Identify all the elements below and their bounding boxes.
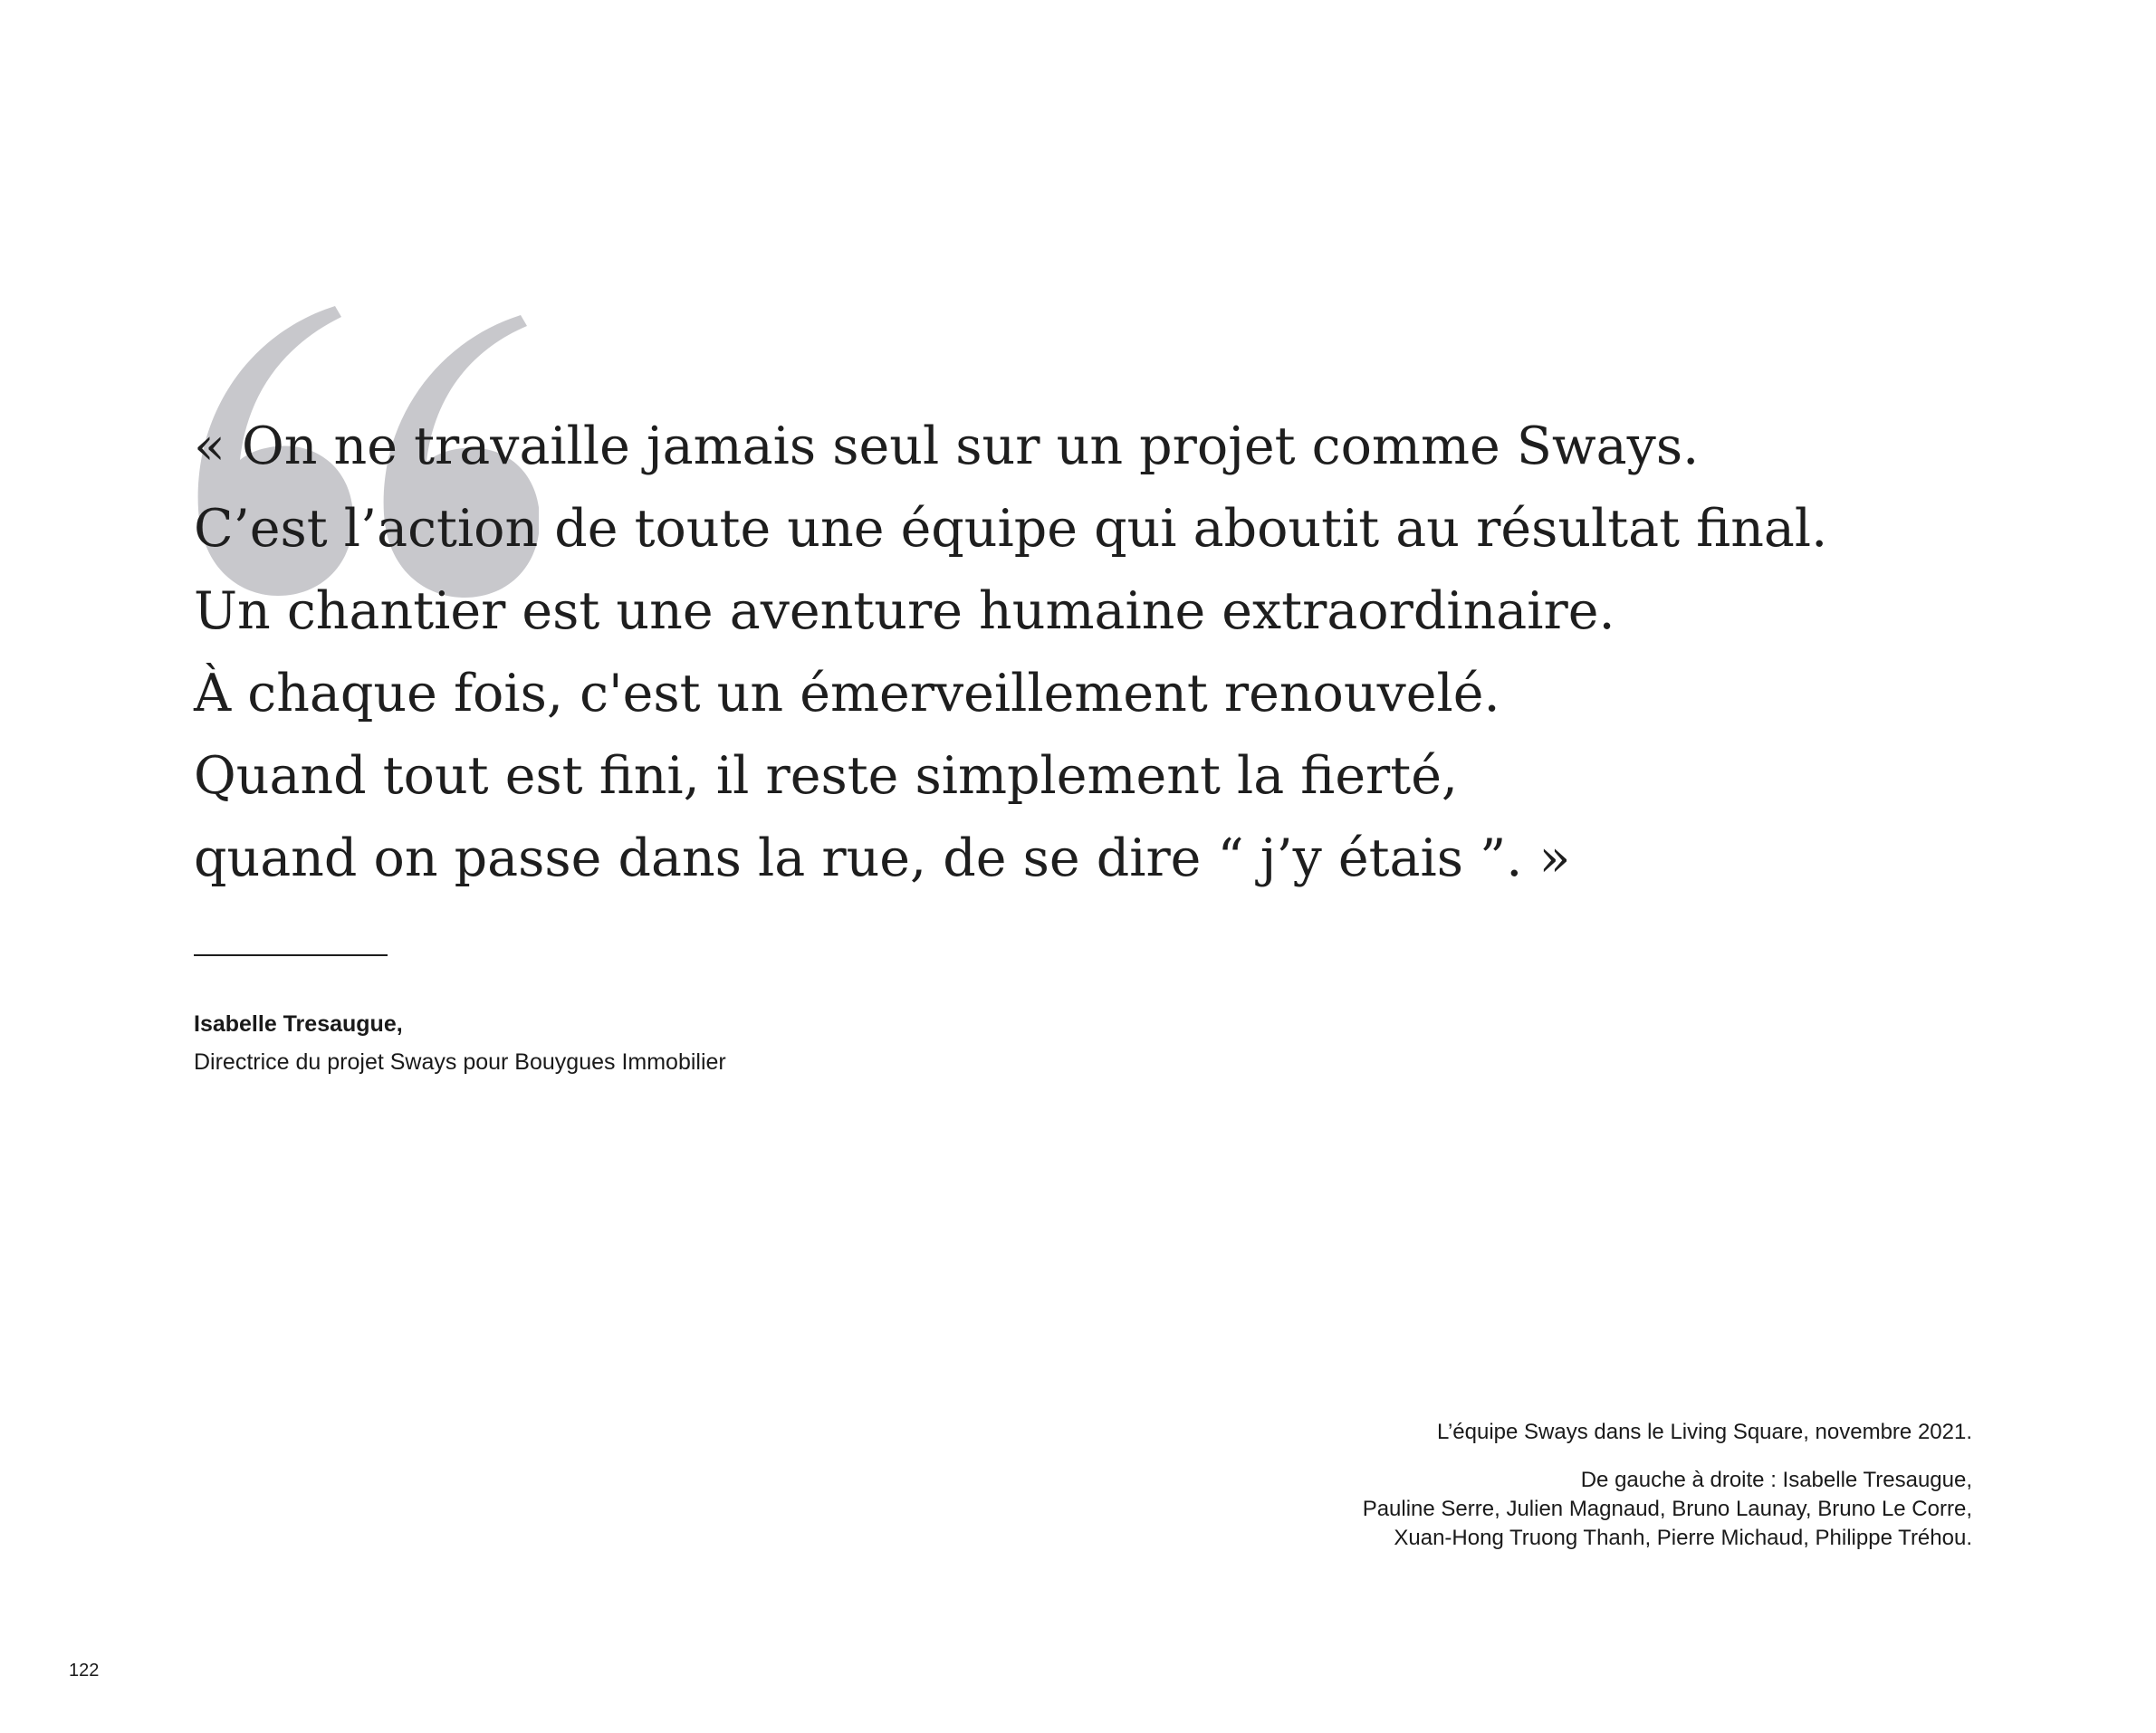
- page-number: 122: [69, 1661, 100, 1680]
- quote-line: quand on passe dans la rue, de se dire “ j’y étais ”. »: [194, 828, 1571, 888]
- quote-line: Quand tout est fini, il reste simplement la fierté,: [194, 746, 1459, 806]
- divider-line: [194, 954, 388, 956]
- quote-line: « On ne travaille jamais seul sur un projet comme Sways.: [194, 416, 1700, 476]
- author-role: Directrice du projet Sways pour Bouygues Immobilier: [194, 1049, 726, 1075]
- caption-line: De gauche à droite : Isabelle Tresaugue,: [1580, 1468, 1972, 1492]
- caption-line: Pauline Serre, Julien Magnaud, Bruno Launay, Bruno Le Corre,: [1362, 1497, 1972, 1521]
- quote-line: À chaque fois, c'est un émerveillement renouvelé.: [194, 664, 1500, 723]
- caption-line: Xuan-Hong Truong Thanh, Pierre Michaud, Philippe Tréhou.: [1394, 1526, 1972, 1550]
- caption-title: L’équipe Sways dans le Living Square, novembre 2021.: [1436, 1420, 1972, 1444]
- quote-text: [194, 406, 2005, 900]
- photo-caption: [1363, 1418, 1972, 1553]
- quote-line: C’est l’action de toute une équipe qui aboutit au résultat final.: [194, 499, 1828, 559]
- author-name: Isabelle Tresaugue,: [194, 1011, 403, 1037]
- quote-line: Un chantier est une aventure humaine extraordinaire.: [194, 581, 1615, 641]
